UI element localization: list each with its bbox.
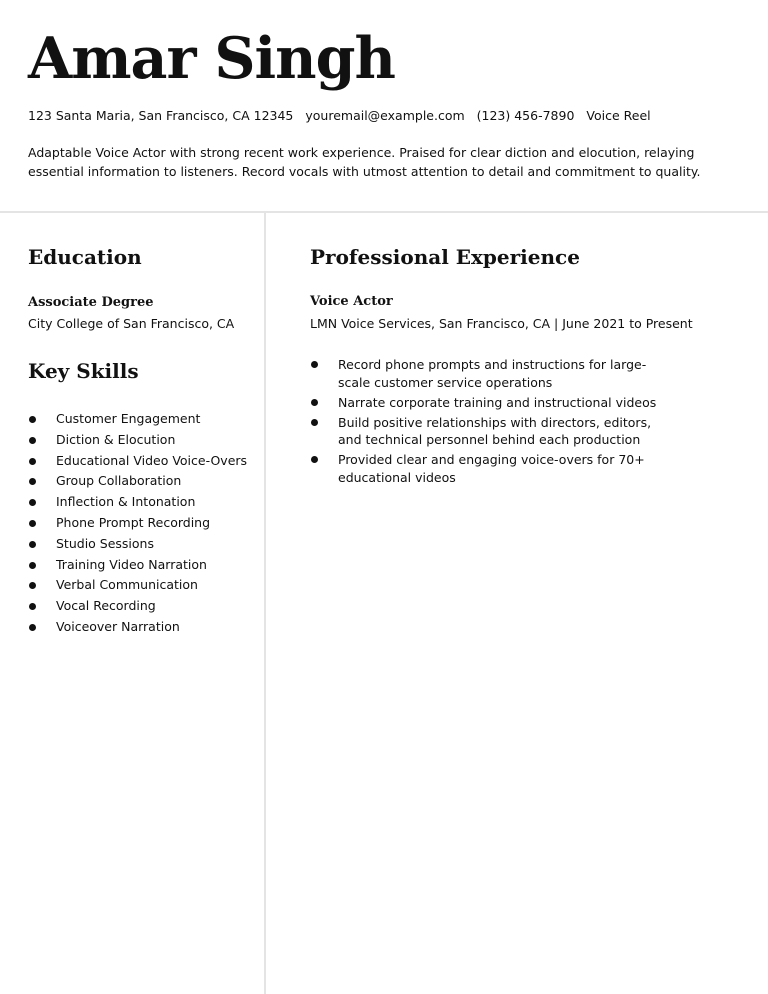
job-title: Voice Actor [310,294,393,309]
skill-item: Inflection & Intonation [28,492,247,513]
bullet-icon [311,456,318,463]
bullet-icon [29,562,36,569]
key-skills-heading: Key Skills [28,359,139,383]
header-divider [0,211,768,213]
bullet-icon [29,603,36,610]
bullet-icon [29,520,36,527]
experience-bullet: Record phone prompts and instructions for large-scale customer service operations [310,356,670,391]
experience-bullet: Build positive relationships with directors, editors, and technical personnel behind each production [310,414,670,449]
skill-item: Phone Prompt Recording [28,513,247,534]
column-divider [264,213,266,994]
skill-item: Group Collaboration [28,471,247,492]
skill-item: Training Video Narration [28,555,247,576]
experience-bullets [310,356,670,489]
contact-line [28,108,659,124]
contact-email[interactable]: youremail@example.com [305,108,465,123]
bullet-icon [29,582,36,589]
bullet-icon [29,478,36,485]
degree-name: Associate Degree [28,295,154,310]
candidate-name: Amar Singh [28,25,395,92]
bullet-icon [29,541,36,548]
skill-item: Customer Engagement [28,409,247,430]
contact-phone: (123) 456-7890 [476,108,575,123]
bullet-icon [311,399,318,406]
experience-heading: Professional Experience [310,245,580,269]
skill-item: Diction & Elocution [28,430,247,451]
skill-item: Educational Video Voice-Overs [28,451,247,472]
bullet-icon [29,624,36,631]
skill-item: Voiceover Narration [28,617,247,638]
skill-item: Verbal Communication [28,575,247,596]
bullet-icon [311,361,318,368]
skills-list [28,409,247,638]
bullet-icon [29,416,36,423]
voice-reel-link[interactable]: Voice Reel [586,108,651,123]
experience-bullet: Narrate corporate training and instructional videos [310,394,670,412]
bullet-icon [29,499,36,506]
bullet-icon [311,419,318,426]
skill-item: Vocal Recording [28,596,247,617]
professional-summary: Adaptable Voice Actor with strong recent work experience. Praised for clear diction and elocution, relaying essential information to listeners. Record vocals with utmost attention to detail and commitment to quality. [28,145,701,179]
skill-item: Studio Sessions [28,534,247,555]
experience-bullet: Provided clear and engaging voice-overs for 70+ educational videos [310,451,670,486]
school-name: City College of San Francisco, CA [28,316,235,331]
education-heading: Education [28,245,142,269]
bullet-icon [29,437,36,444]
company-line: LMN Voice Services, San Francisco, CA | June 2021 to Present [310,316,693,331]
bullet-icon [29,458,36,465]
contact-address: 123 Santa Maria, San Francisco, CA 12345 [28,108,294,123]
